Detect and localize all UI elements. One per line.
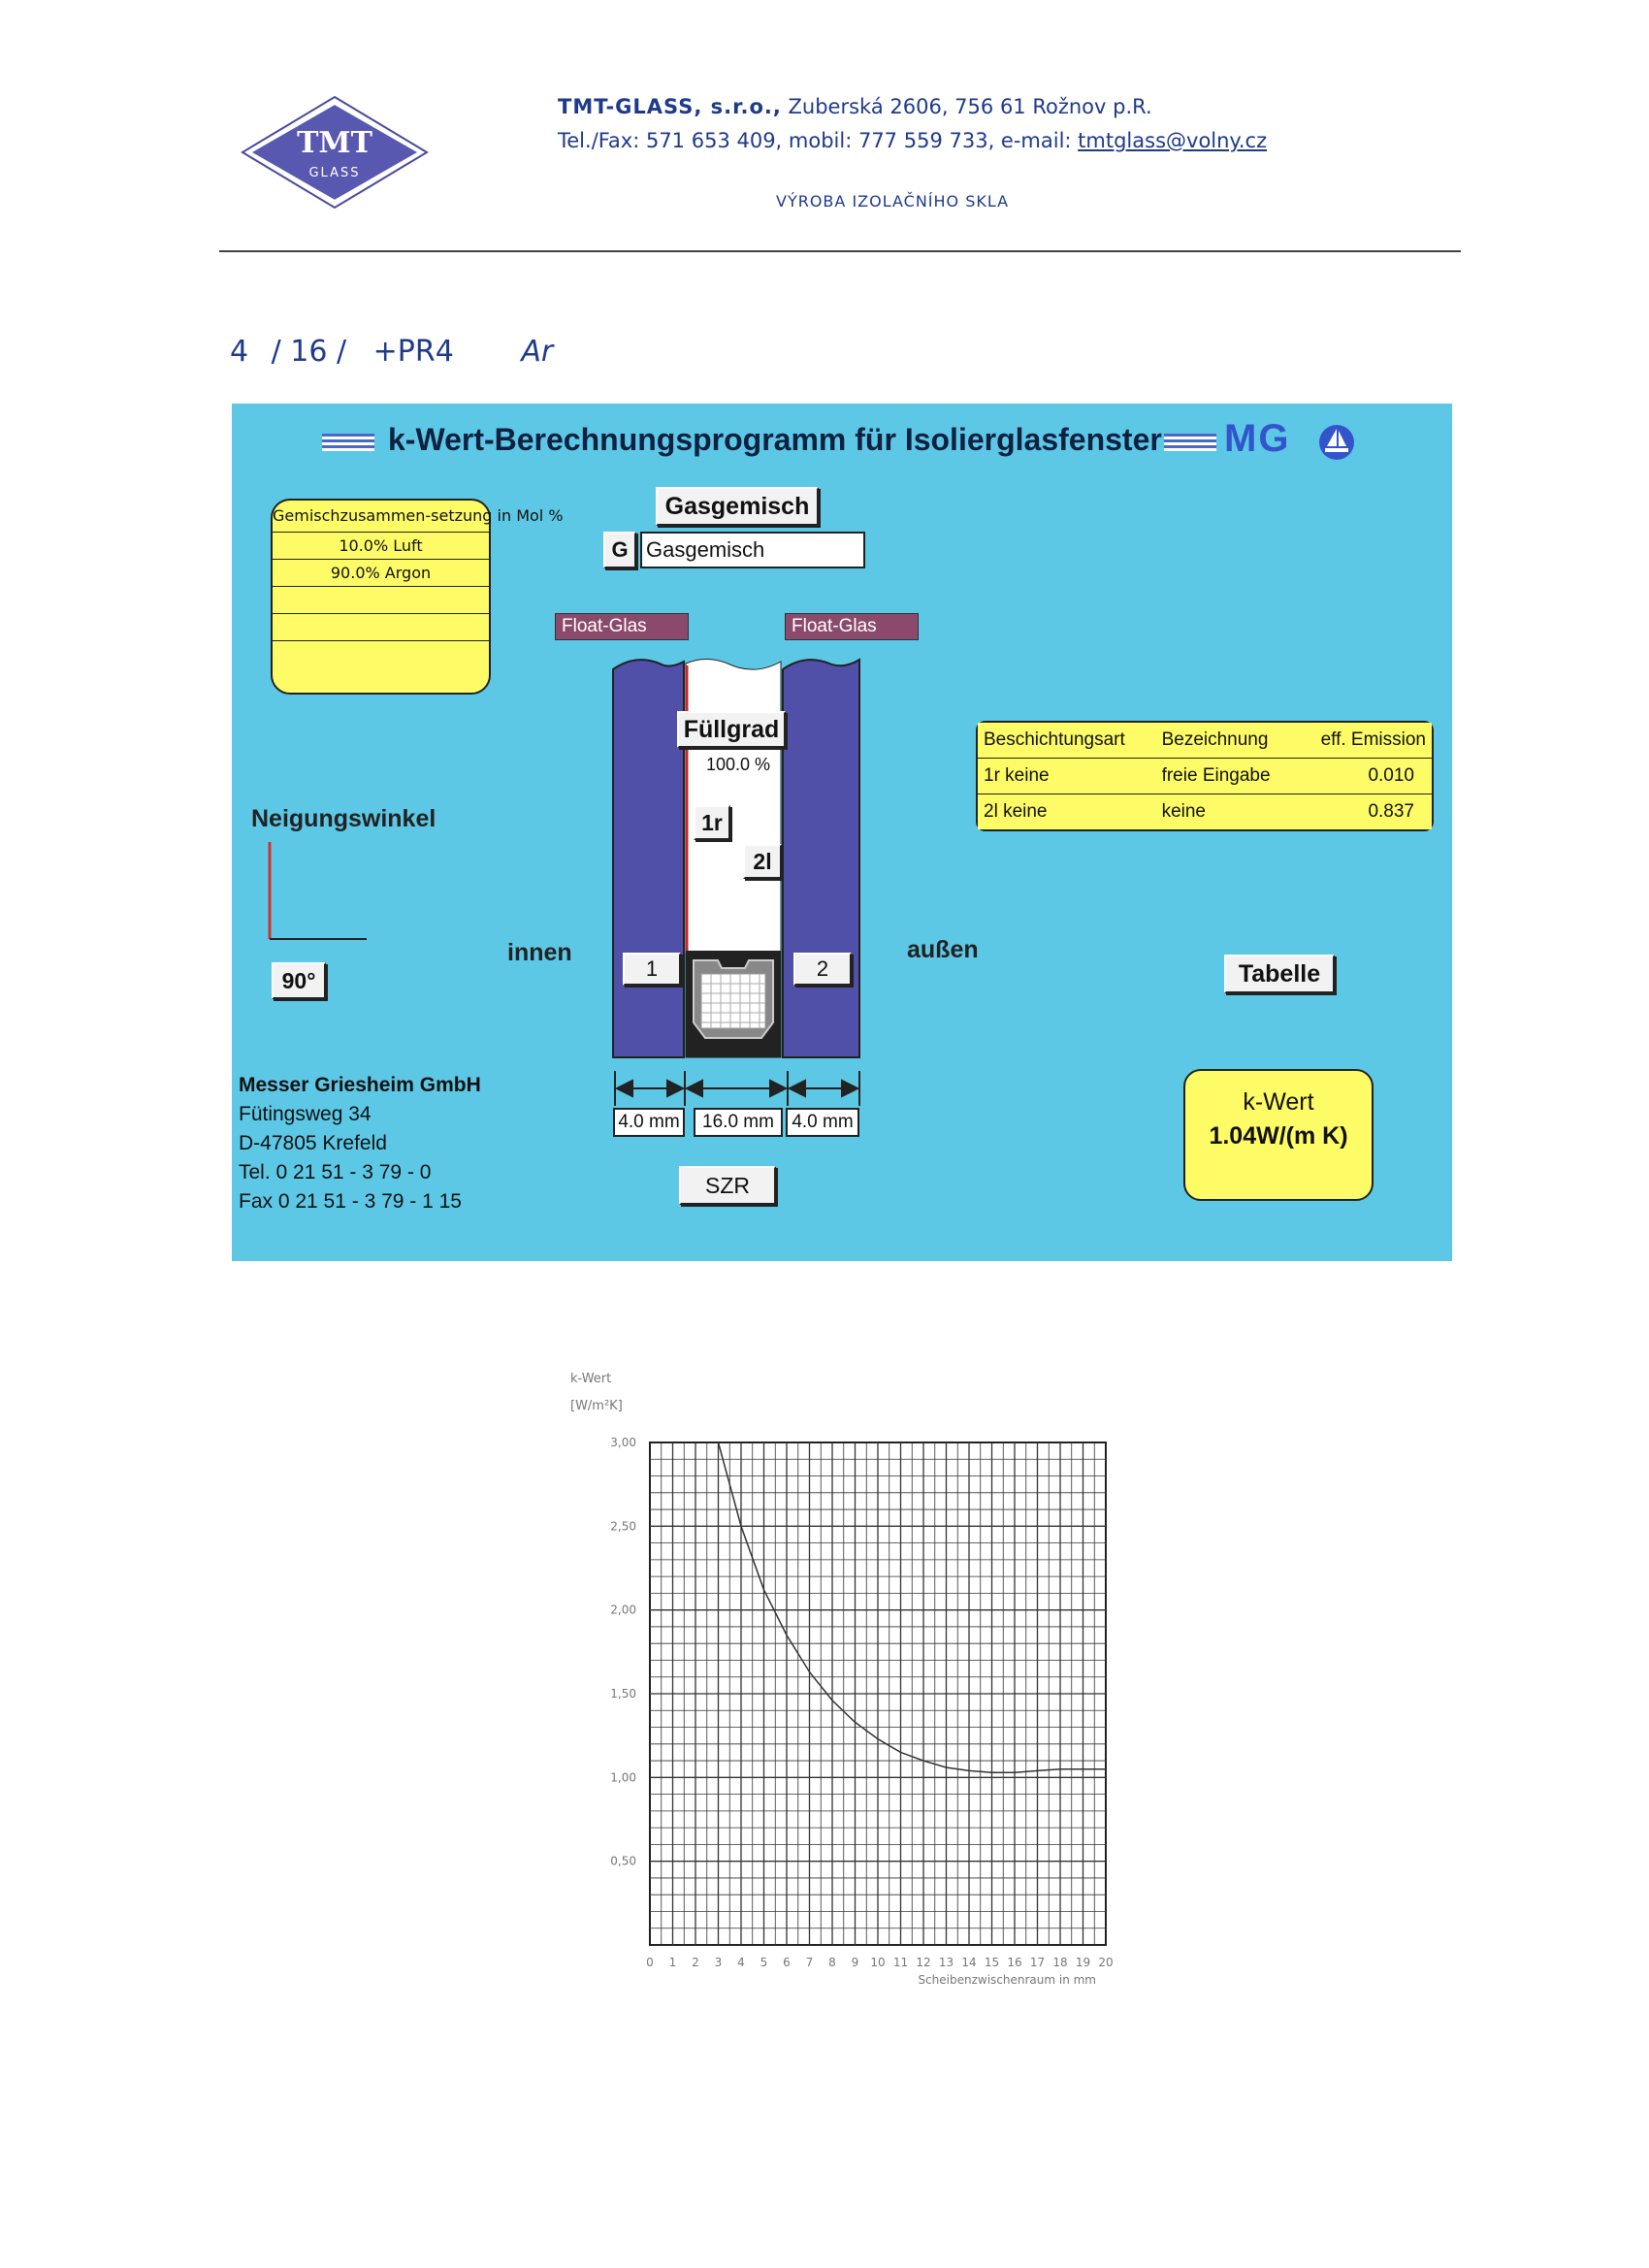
table-row[interactable] bbox=[978, 794, 1432, 830]
x-tick-label: 5 bbox=[760, 1956, 768, 1969]
mg-logo: MG bbox=[1224, 417, 1291, 460]
spec-pane2: +PR4 bbox=[372, 335, 454, 369]
mix-row bbox=[273, 614, 489, 641]
header-divider bbox=[219, 250, 1461, 252]
email-link[interactable]: tmtglass@volny.cz bbox=[1078, 129, 1268, 152]
mix-row: 90.0% Argon bbox=[273, 560, 489, 587]
x-tick-label: 15 bbox=[984, 1956, 1000, 1969]
x-tick-label: 19 bbox=[1075, 1956, 1091, 1969]
pane-2-button[interactable]: 2 bbox=[793, 953, 852, 986]
chart-y-ticks bbox=[610, 1436, 636, 1868]
mix-row bbox=[273, 641, 489, 667]
table-row[interactable] bbox=[978, 759, 1432, 794]
x-tick-label: 16 bbox=[1007, 1956, 1022, 1969]
flag-icon bbox=[1164, 434, 1216, 451]
mix-row: 10.0% Luft bbox=[273, 533, 489, 560]
mix-row bbox=[273, 587, 489, 614]
messer-fax: Fax 0 21 51 - 3 79 - 1 15 bbox=[239, 1190, 462, 1213]
float-glass-left-label: Float-Glas bbox=[555, 613, 689, 640]
fuellgrad-value: 100.0 % bbox=[706, 755, 771, 774]
dimension-arrows bbox=[613, 1071, 861, 1108]
gas-mix-field[interactable]: Gasgemisch bbox=[640, 532, 865, 568]
x-tick-label: 4 bbox=[737, 1956, 745, 1969]
company-name: TMT-GLASS, s.r.o., bbox=[558, 95, 782, 118]
coating-emission: 0.010 bbox=[1296, 759, 1432, 794]
angle-button[interactable]: 90° bbox=[272, 962, 326, 999]
logo-bottom-text: GLASS bbox=[308, 166, 361, 180]
x-tick-label: 12 bbox=[916, 1956, 931, 1969]
coating-emission: 0.837 bbox=[1368, 801, 1414, 822]
messer-address bbox=[239, 1071, 481, 1216]
x-tick-label: 18 bbox=[1052, 1956, 1068, 1969]
coating-name: keine bbox=[1161, 801, 1206, 822]
coating-type: 1r keine bbox=[978, 759, 1156, 794]
y-tick-label: 1,00 bbox=[610, 1770, 636, 1785]
gas-mix-table bbox=[271, 499, 564, 695]
sailboat-icon bbox=[1317, 423, 1356, 462]
gasgemisch-button[interactable]: Gasgemisch bbox=[656, 487, 819, 526]
coating-header-emission: eff. Emission bbox=[1296, 723, 1432, 759]
spec-pane1: 4 bbox=[230, 335, 249, 369]
coating-name: freie Eingabe bbox=[1156, 759, 1296, 794]
x-tick-label: 14 bbox=[961, 1956, 977, 1969]
y-tick-label: 0,50 bbox=[610, 1854, 636, 1868]
flag-icon bbox=[322, 434, 374, 451]
x-tick-label: 11 bbox=[892, 1956, 909, 1969]
dim-gap-field[interactable]: 16.0 mm bbox=[694, 1108, 783, 1137]
dim-pane2-field[interactable]: 4.0 mm bbox=[786, 1108, 859, 1137]
tabelle-button[interactable]: Tabelle bbox=[1224, 955, 1335, 993]
kwert-chart bbox=[563, 1363, 1125, 1993]
y-tick-label: 3,00 bbox=[610, 1436, 636, 1449]
glass-spec bbox=[230, 335, 553, 369]
panel-title: k-Wert-Berechnungsprogramm für Isolierglasfenster bbox=[388, 422, 1162, 457]
surface-2l-button[interactable]: 2l bbox=[743, 844, 782, 879]
chart-xlabel: Scheibenzwischenraum in mm bbox=[918, 1973, 1096, 1987]
spec-gas: Ar bbox=[521, 335, 554, 369]
company-address: Zuberská 2606, 756 61 Rožnov p.R. bbox=[788, 95, 1152, 118]
messer-name: Messer Griesheim GmbH bbox=[239, 1074, 481, 1096]
kwert-result-box bbox=[1183, 1069, 1374, 1201]
chart-yunit: [W/m²K] bbox=[570, 1399, 623, 1413]
spec-gap: / 16 / bbox=[271, 335, 347, 369]
innen-label: innen bbox=[507, 939, 572, 966]
aussen-label: außen bbox=[907, 936, 979, 963]
chart-ylabel: k-Wert bbox=[570, 1372, 612, 1386]
tagline: VÝROBA IZOLAČNÍHO SKLA bbox=[776, 192, 1010, 211]
right-glass-pane bbox=[783, 660, 859, 1057]
float-glass-right-label: Float-Glas bbox=[785, 613, 919, 640]
chart-grid bbox=[650, 1442, 1106, 1945]
kwert-value: 1.04W/(m K) bbox=[1209, 1122, 1348, 1150]
x-tick-label: 8 bbox=[828, 1956, 836, 1969]
coating-type: 2l keine bbox=[984, 801, 1048, 822]
messer-city: D-47805 Krefeld bbox=[239, 1132, 387, 1154]
logo-top-text: TMT bbox=[297, 126, 372, 160]
messer-street: Fütingsweg 34 bbox=[239, 1103, 372, 1125]
y-tick-label: 2,50 bbox=[610, 1519, 636, 1534]
x-tick-label: 1 bbox=[668, 1956, 677, 1969]
chart-x-ticks bbox=[646, 1956, 1113, 1969]
coating-header-row bbox=[978, 723, 1432, 759]
dim-pane1-field[interactable]: 4.0 mm bbox=[613, 1108, 685, 1137]
tmt-glass-logo bbox=[233, 92, 436, 218]
y-tick-label: 1,50 bbox=[610, 1687, 636, 1701]
x-tick-label: 6 bbox=[783, 1956, 791, 1969]
x-tick-label: 20 bbox=[1098, 1956, 1114, 1969]
x-tick-label: 2 bbox=[692, 1956, 699, 1969]
coating-header-type: Beschichtungsart bbox=[978, 723, 1156, 759]
neigungswinkel-label: Neigungswinkel bbox=[251, 805, 436, 832]
contact-numbers: Tel./Fax: 571 653 409, mobil: 777 559 733, e-mail: bbox=[558, 129, 1072, 152]
kwert-label: k-Wert bbox=[1243, 1088, 1314, 1116]
y-tick-label: 2,00 bbox=[610, 1603, 636, 1617]
messer-tel: Tel. 0 21 51 - 3 79 - 0 bbox=[239, 1161, 432, 1183]
fuellgrad-button[interactable]: Füllgrad bbox=[677, 711, 786, 748]
mix-header: Gemischzusammen-setzung in Mol % bbox=[273, 501, 489, 533]
gas-code-button[interactable]: G bbox=[603, 532, 636, 568]
pane-1-button[interactable]: 1 bbox=[623, 953, 681, 986]
coating-table-box bbox=[976, 721, 1434, 831]
x-tick-label: 10 bbox=[870, 1956, 886, 1969]
x-tick-label: 13 bbox=[938, 1956, 954, 1969]
x-tick-label: 17 bbox=[1029, 1956, 1046, 1969]
x-tick-label: 0 bbox=[646, 1956, 654, 1969]
coating-table bbox=[978, 723, 1432, 829]
x-tick-label: 9 bbox=[851, 1956, 859, 1969]
surface-1r-button[interactable]: 1r bbox=[694, 805, 730, 840]
x-tick-label: 3 bbox=[714, 1956, 723, 1969]
coating-header-name: Bezeichnung bbox=[1156, 723, 1296, 759]
szr-button[interactable]: SZR bbox=[679, 1166, 776, 1205]
angle-indicator bbox=[264, 842, 371, 943]
company-line bbox=[558, 95, 1152, 118]
company-contact bbox=[558, 129, 1267, 152]
left-glass-pane bbox=[613, 660, 684, 1057]
x-tick-label: 7 bbox=[805, 1956, 814, 1969]
